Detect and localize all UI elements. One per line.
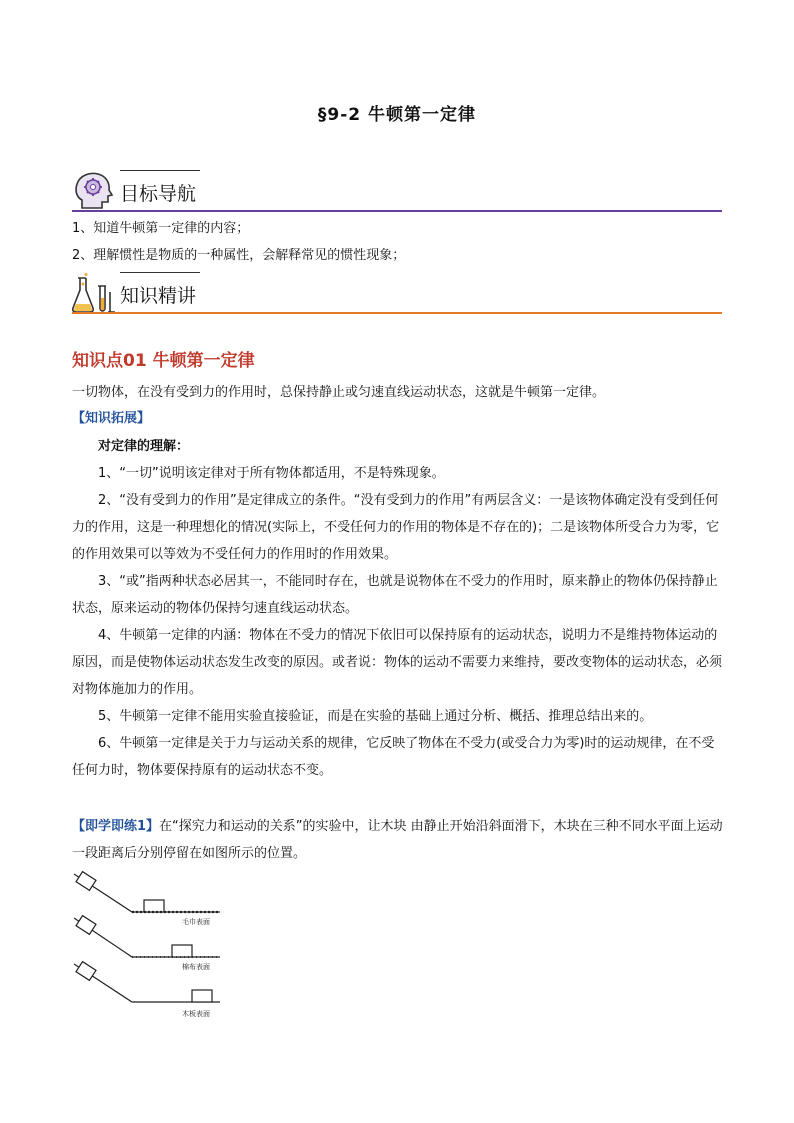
goal-heading: 目标导航 <box>120 183 197 205</box>
knowledge-point-title: 知识点01 牛顿第一定律 <box>72 351 255 371</box>
incline-towel <box>74 872 220 926</box>
practice-question <box>72 813 724 867</box>
head-gear-icon <box>72 170 116 212</box>
point-1: 1、“一切”说明该定律对于所有物体都适用，不是特殊现象。 <box>98 466 445 481</box>
point-5: 5、牛顿第一定律不能用实验直接验证，而是在实验的基础上通过分析、概括、推理总结出来的。 <box>98 709 653 724</box>
practice-tag: 【即学即练1】 <box>72 819 160 834</box>
practice-text: 在“探究力和运动的关系”的实验中，让木块 由静止开始沿斜面滑下，木块在三种不同水平面上运动一段距离后分别停留在如图所示的位置。 <box>72 819 723 861</box>
understanding-title: 对定律的理解： <box>98 439 190 454</box>
point-4: 4、牛顿第一定律的内涵：物体在不受力的情况下依旧可以保持原有的运动状态，说明力不是维持物体运动的原因，而是使物体运动状态发生改变的原因。或者说：物体的运动不需要力来维持，要改变物体的运动状态，必须对物体施加力的作用。 <box>72 628 723 697</box>
goal-header-rule <box>72 210 722 212</box>
goal-section-header <box>72 170 722 212</box>
goal-item-2: 2、理解惯性是物质的一种属性，会解释常见的惯性现象； <box>72 248 406 263</box>
header-top-rule <box>120 272 200 273</box>
point-3: 3、“或”指两种状态必居其一，不能同时存在，也就是说物体在不受力的作用时，原来静止的物体仍保持静止状态，原来运动的物体仍保持匀速直线运动状态。 <box>72 574 718 616</box>
header-top-rule <box>120 170 200 171</box>
knowledge-header-rule <box>72 312 722 314</box>
page-title: §9-2 牛顿第一定律 <box>317 105 477 125</box>
law-statement: 一切物体，在没有受到力的作用时，总保持静止或匀速直线运动状态，这就是牛顿第一定律。 <box>72 385 606 400</box>
incline-figure <box>72 868 222 1028</box>
knowledge-heading: 知识精讲 <box>120 285 197 307</box>
flask-icon <box>72 272 116 314</box>
extension-tag: 【知识拓展】 <box>72 411 151 426</box>
label-towel: 毛巾表面 <box>182 918 210 926</box>
label-wood: 木板表面 <box>182 1010 210 1018</box>
point-6: 6、牛顿第一定律是关于力与运动关系的规律，它反映了物体在不受力(或受合力为零)时的运动规律，在不受任何力时，物体要保持原有的运动状态不变。 <box>72 736 715 778</box>
knowledge-section-header <box>72 272 722 314</box>
label-cotton: 棉布表面 <box>182 963 210 971</box>
goal-item-1: 1、知道牛顿第一定律的内容； <box>72 221 250 236</box>
point-2: 2、“没有受到力的作用”是定律成立的条件。“没有受到力的作用”有两层含义：一是该物体确定没有受到任何力的作用，这是一种理想化的情况(实际上，不受任何力的作用的物体是不存在的)；二是该物体所受合力为零，它的作用效果可以等效为不受任何力的作用时的作用效果。 <box>72 493 720 562</box>
